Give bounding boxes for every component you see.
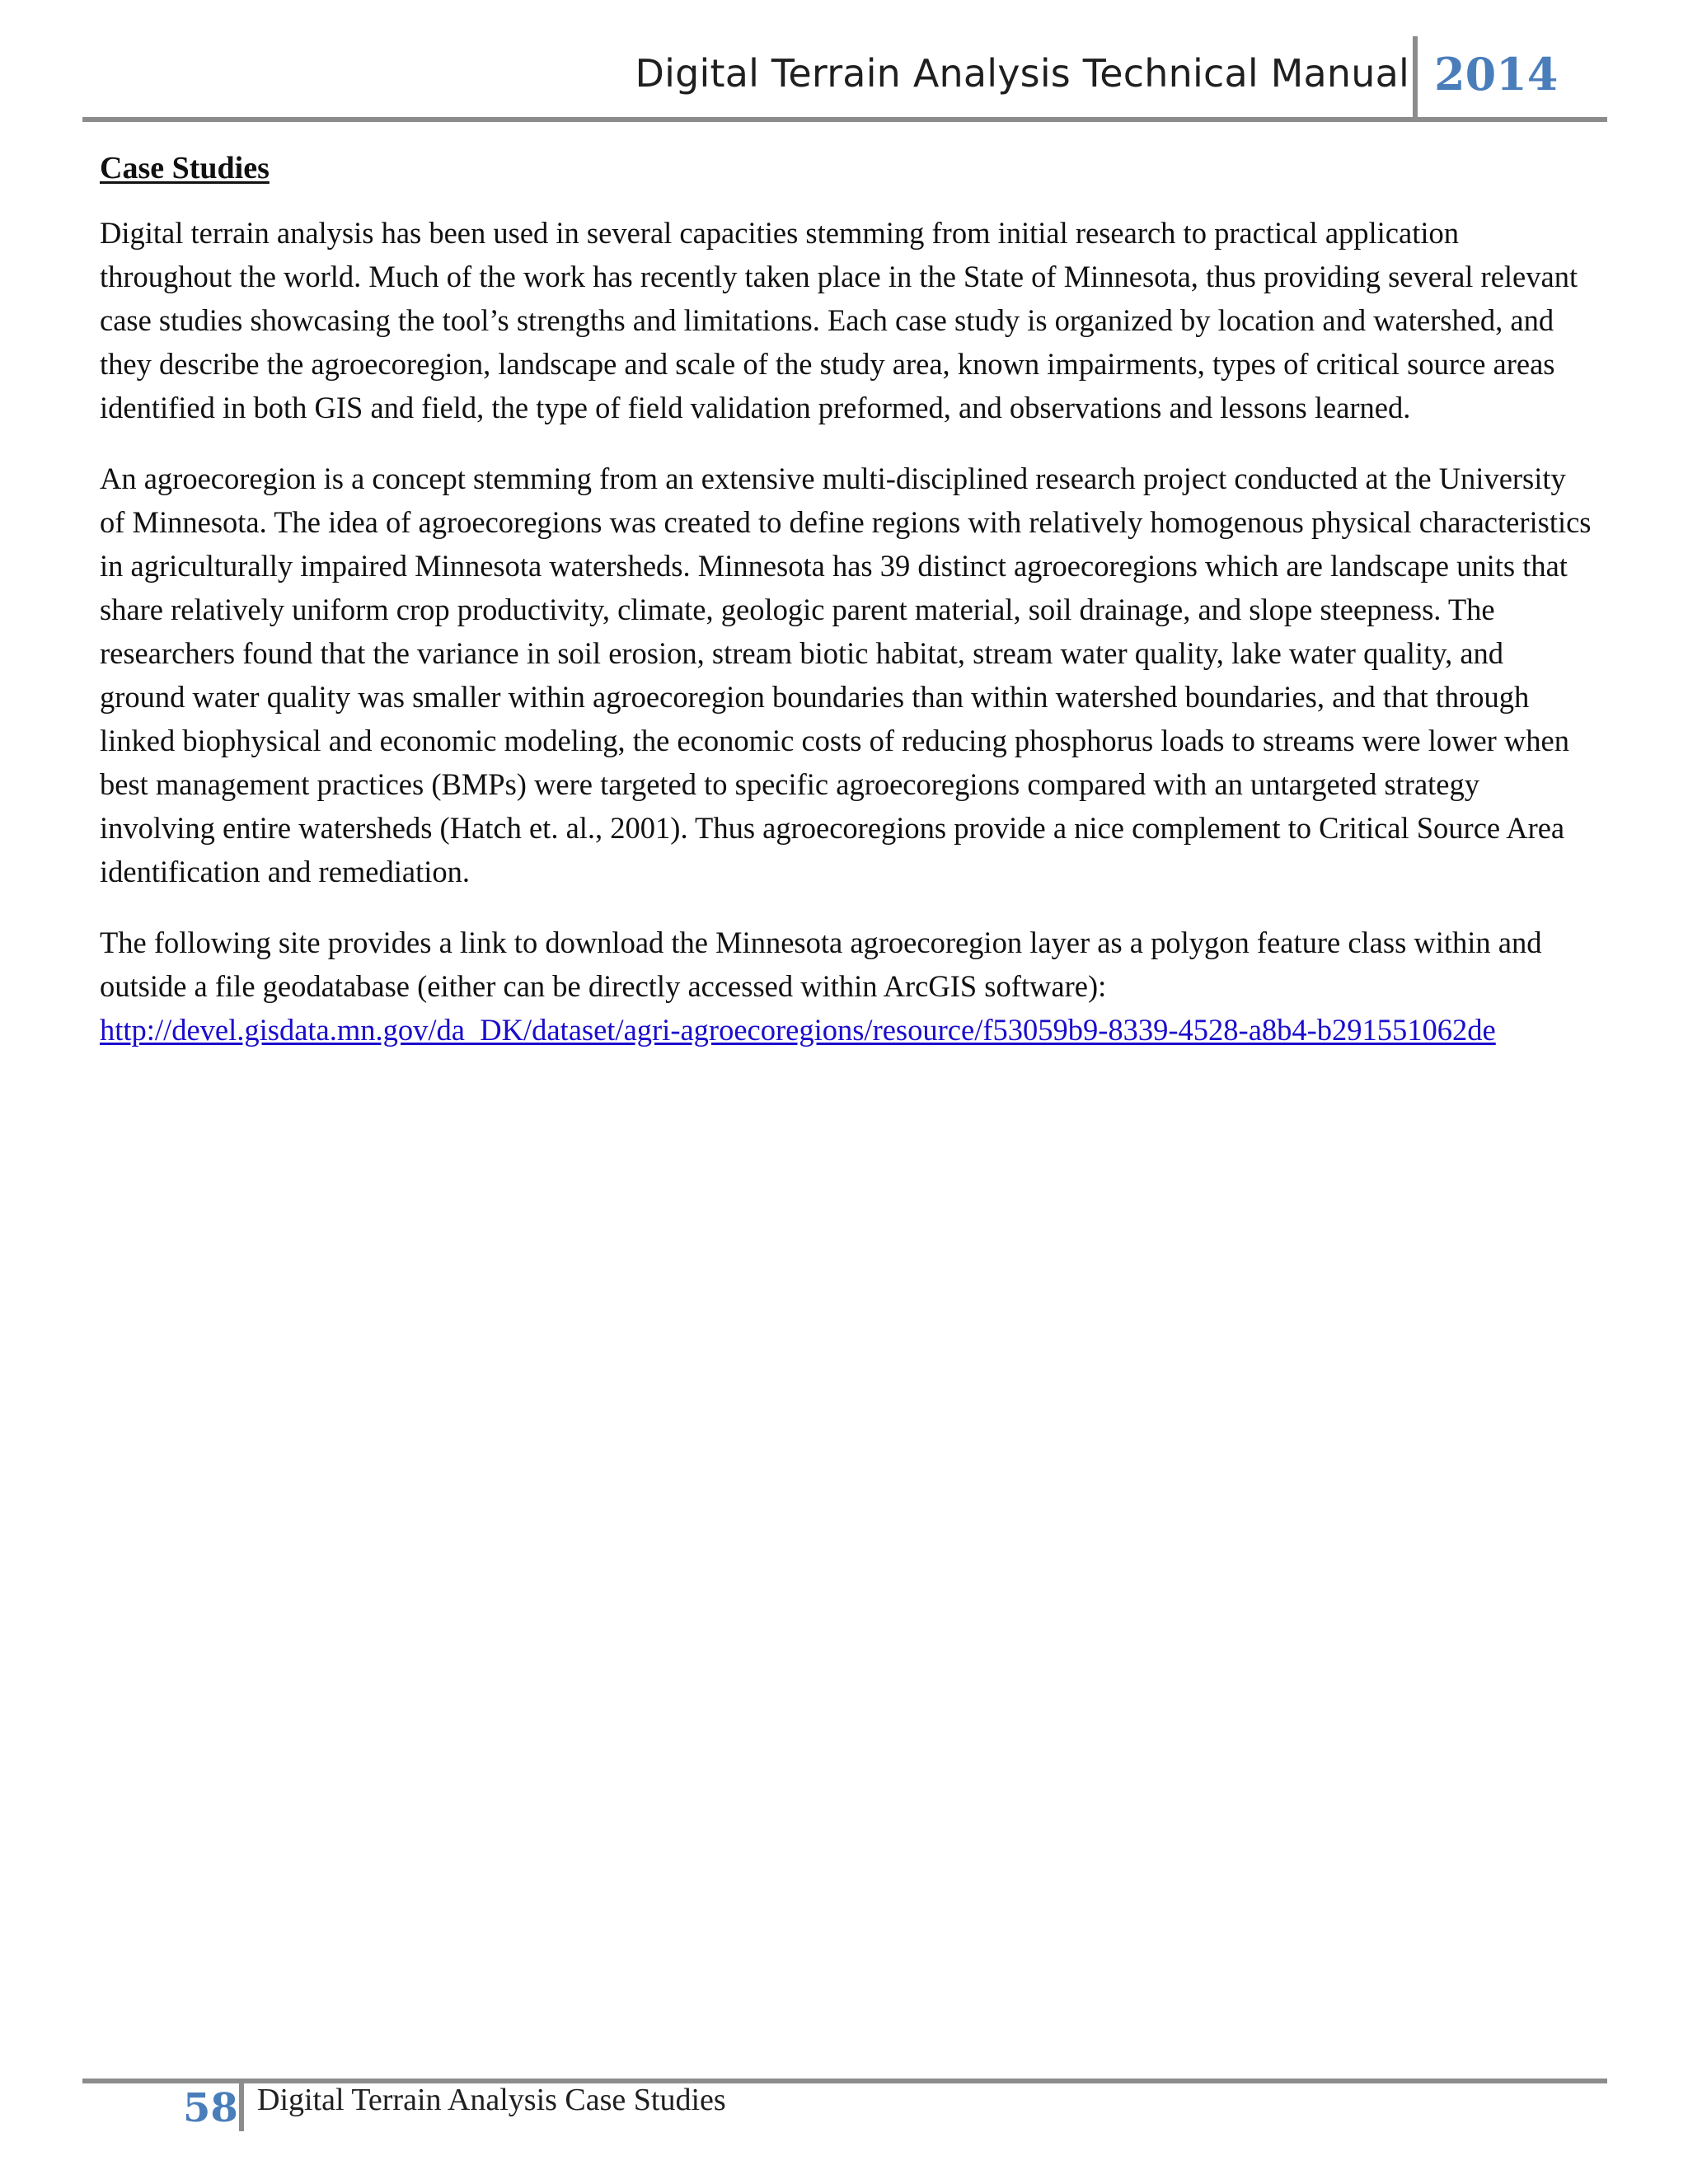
page-content <box>100 147 1592 1079</box>
paragraph-download-text: The following site provides a link to download the Minnesota agroecoregion layer as a polygon feature class within and outside a file geodatabase (either can be directly accessed within ArcGIS software): <box>100 926 1542 1003</box>
paragraph-agroecoregion: An agroecoregion is a concept stemming from an extensive multi-disciplined research project conducted at the University of Minnesota. The idea of agroecoregions was created to define regions with relatively homogenous physical characteristics in agriculturally impaired Minnesota watersheds. Minnesota has 39 distinct agroecoregions which are landscape units that share relatively uniform crop productivity, climate, geologic parent material, soil drainage, and slope steepness. The researchers found that the variance in soil erosion, stream biotic habitat, stream water quality, lake water quality, and ground water quality was smaller within agroecoregion boundaries than within watershed boundaries, and that through linked biophysical and economic modeling, the economic costs of reducing phosphorus loads to streams were lower when best management practices (BMPs) were targeted to specific agroecoregions compared with an untargeted strategy involving entire watersheds (Hatch et. al., 2001). Thus agroecoregions provide a nice complement to Critical Source Area identification and remediation. <box>100 462 1592 888</box>
header-year: 2014 <box>1434 48 1559 101</box>
header-title: Digital Terrain Analysis Technical Manual <box>635 51 1409 96</box>
footer-divider <box>239 2079 244 2131</box>
section-heading: Case Studies <box>100 151 270 185</box>
agroecoregion-download-link[interactable]: http://devel.gisdata.mn.gov/da_DK/dataset/agri-agroecoregions/resource/f53059b9-8339-4528-a8b4-b291551062de <box>100 1013 1496 1047</box>
paragraph-download <box>100 921 1592 1052</box>
header-rule <box>82 117 1607 122</box>
header-divider <box>1413 36 1418 119</box>
paragraph-intro: Digital terrain analysis has been used in several capacities stemming from initial research to practical application throughout the world. Much of the work has recently taken place in the State of Minnesota, thus providing several relevant case studies showcasing the tool’s strengths and limitations. Each case study is organized by location and watershed, and they describe the agroecoregion, landscape and scale of the study area, known impairments, types of critical source areas identified in both GIS and field, the type of field validation preformed, and observations and lessons learned. <box>100 216 1578 424</box>
footer-page-number: 58 <box>183 2085 238 2131</box>
footer-section-label: Digital Terrain Analysis Case Studies <box>257 2083 726 2117</box>
page-header <box>82 36 1607 122</box>
